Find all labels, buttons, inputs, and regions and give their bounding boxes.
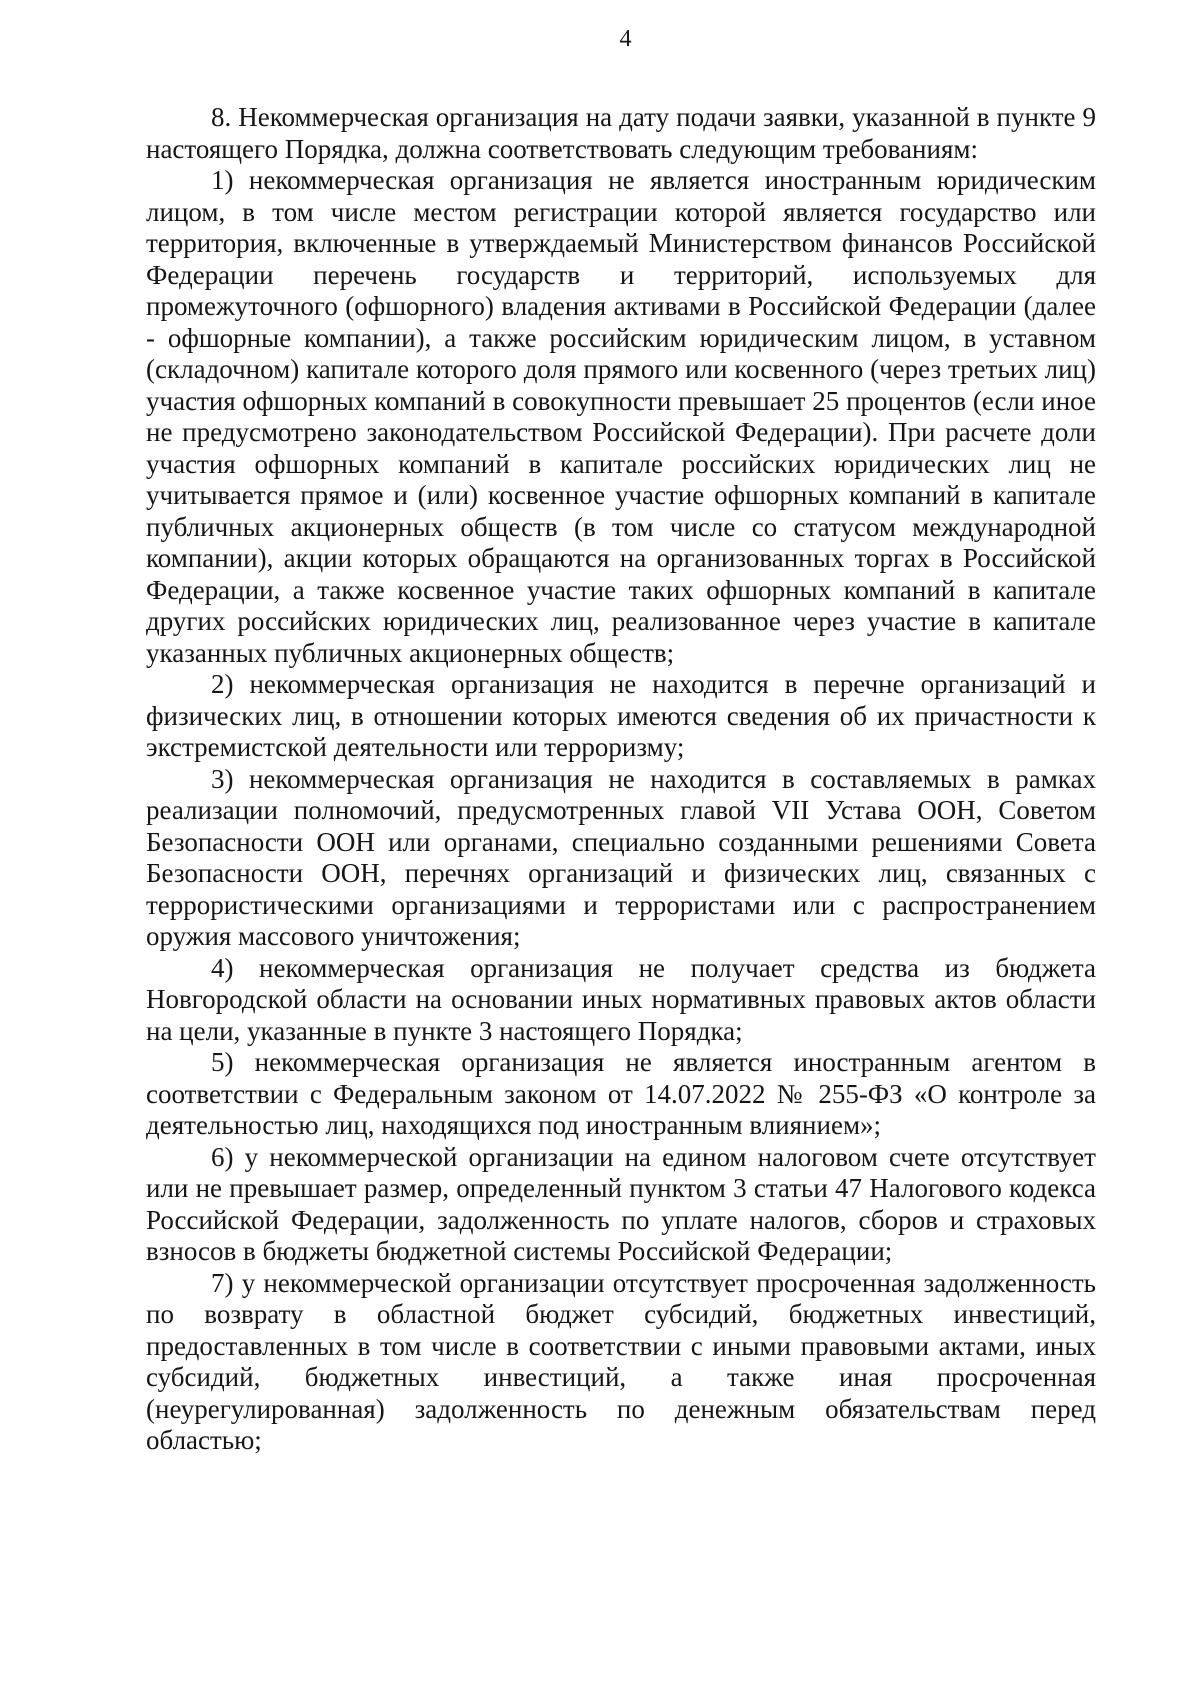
paragraph-requirement-3: 3) некоммерческая организация не находится в составляемых в рамках реализации полномочий, предусмотренных главой VII Устава ООН, Советом Безопасности ООН или органами, специально созданными решениями Совета Безопасности ООН, перечнях организаций и физических лиц, связанных с террористическими организациями и террористами или с распространением оружия массового уничтожения; — [146, 763, 1096, 951]
paragraph-requirement-2: 2) некоммерческая организация не находится в перечне организаций и физических лиц, в отношении которых имеются сведения об их причастности к экстремистской деятельности или терроризму; — [146, 669, 1096, 762]
paragraph-requirement-4: 4) некоммерческая организация не получает средства из бюджета Новгородской области на основании иных нормативных правовых актов области на цели, указанные в пункте 3 настоящего Порядка; — [146, 952, 1096, 1046]
paragraph-requirement-1: 1) некоммерческая организация не является иностранным юридическим лицом, в том числе местом регистрации которой является государство или территория, включенные в утверждаемый Министерством финансов Российской Федерации перечень государств и территорий, используемых для промежуточного (офшорного) владения активами в Российской Федерации (далее - офшорные компании), а также российским юридическим лицом, в уставном (складочном) капитале которого доля прямого или косвенного (через третьих лиц) участия офшорных компаний в совокупности превышает 25 процентов (если иное не предусмотрено законодательством Российской Федерации). При расчете доли участия офшорных компаний в капитале российских юридических лиц не учитывается прямое и (или) косвенное участие офшорных компаний в капитале публичных акционерных обществ (в том числе со статусом международной компании), акции которых обращаются на организованных торгах в Российской Федерации, а также косвенное участие таких офшорных компаний в капитале других российских юридических лиц, реализованное через участие в капитале указанных публичных акционерных обществ; — [146, 165, 1096, 668]
document-body — [146, 102, 1096, 1457]
paragraph-requirement-5: 5) некоммерческая организация не является иностранным агентом в соответствии с Федеральным законом от 14.07.2022 № 255-ФЗ «О контроле за деятельностью лиц, находящихся под иностранным влиянием»; — [146, 1047, 1096, 1140]
paragraph-requirement-6: 6) у некоммерческой организации на едином налоговом счете отсутствует или не превышает размер, определенный пунктом 3 статьи 47 Налогового кодекса Российской Федерации, задолженность по уплате налогов, сборов и страховых взносов в бюджеты бюджетной системы Российской Федерации; — [146, 1141, 1096, 1266]
paragraph-requirement-7: 7) у некоммерческой организации отсутствует просроченная задолженность по возврату в областной бюджет субсидий, бюджетных инвестиций, предоставленных в том числе в соответствии с иными правовыми актами, иных субсидий, бюджетных инвестиций, а также иная просроченная (неурегулированная) задолженность по денежным обязательствам перед областью; — [146, 1267, 1096, 1455]
paragraph-clause-8-intro: 8. Некоммерческая организация на дату подачи заявки, указанной в пункте 9 настоящего Порядка, должна соответствовать следующим требованиям: — [146, 102, 1096, 164]
page-number: 4 — [619, 26, 632, 52]
